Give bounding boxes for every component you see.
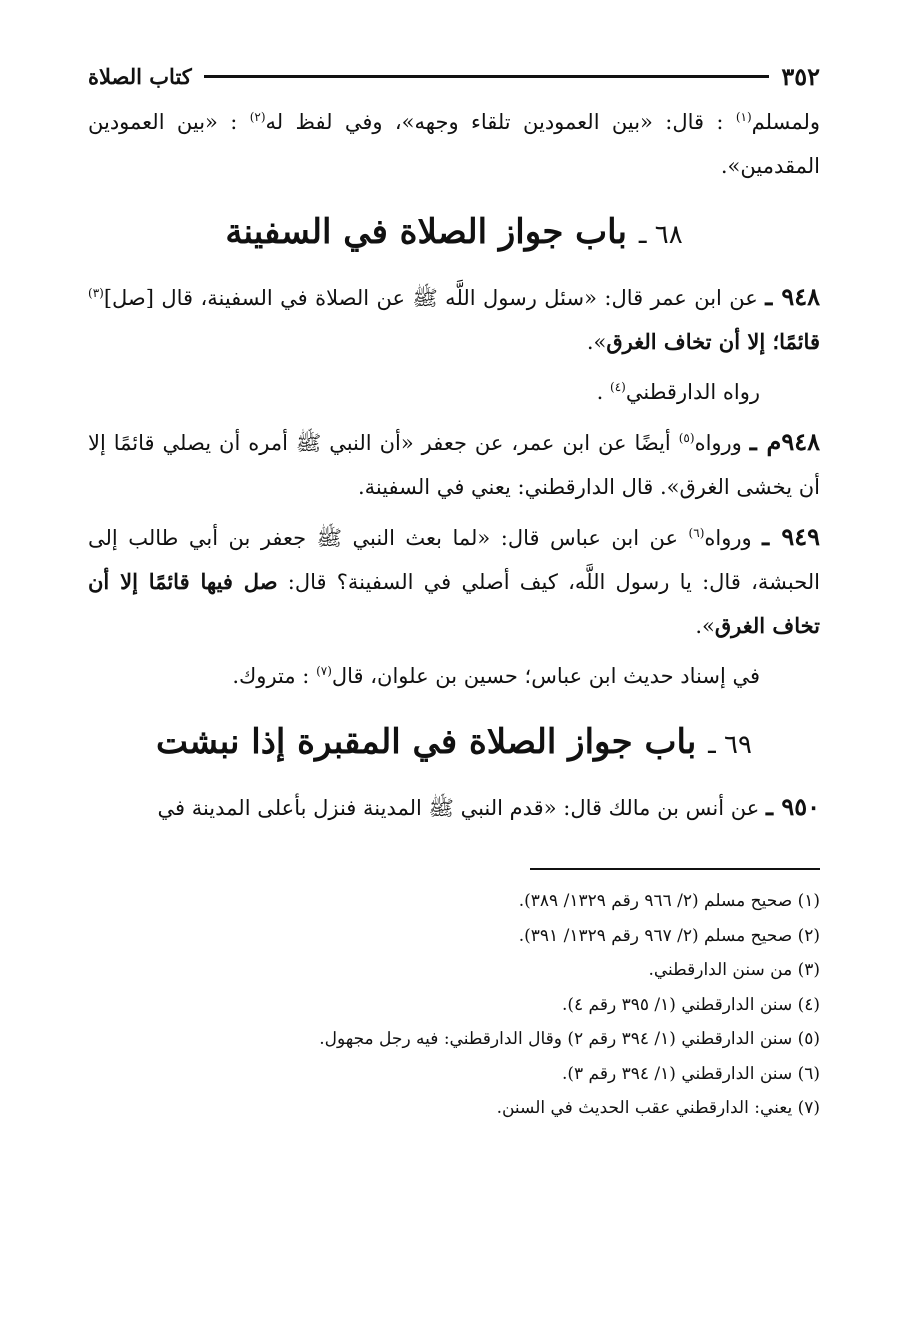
hadith-949 (88, 515, 820, 648)
footnote-item: (١) صحيح مسلم (٢/ ٩٦٦ رقم ١٣٢٩/ ٣٨٩). (518, 891, 820, 911)
continuation-text-2: : قال: «بين العمودين تلقاء وجهه»، وفي لفظ له (265, 110, 736, 134)
page-number: ٣٥٢ (781, 61, 820, 91)
hadith-number: ٩٤٨م ـ (749, 427, 820, 456)
hadith-948 (88, 275, 820, 364)
hadith-950 (88, 785, 820, 830)
hadith-number: ٩٥٠ ـ (765, 792, 820, 821)
footnote-item: (٦) سنن الدارقطني (١/ ٣٩٤ رقم ٣). (561, 1063, 820, 1084)
footnote-ref-1[interactable]: (١) (735, 110, 752, 124)
hadith-948m (88, 420, 820, 509)
footnote-ref-5[interactable]: (٥) (678, 431, 695, 445)
section-heading-68 (88, 202, 820, 265)
hadith-text: عن ابن عباس قال: «لما بعث النبي ﷺ جعفر بن أبي طالب إلى الحبشة، قال: يا رسول اللَّه، كيف أصلي في السفينة؟ قال: (88, 526, 820, 594)
continuation-paragraph (88, 100, 820, 188)
footnote-ref-3[interactable]: (٣) (88, 286, 104, 300)
source-text-end: . (596, 380, 611, 404)
running-header (88, 56, 820, 96)
footnote-ref-6[interactable]: (٦) (688, 526, 705, 540)
section-title: باب جواز الصلاة في المقبرة إذا نبشت (156, 722, 709, 762)
footnote-ref-4[interactable]: (٤) (610, 380, 626, 394)
section-number: ٦٩ ـ (708, 730, 752, 760)
note-text-end: : متروك. (232, 664, 317, 688)
footnote-item: (٧) يعني: الدارقطني عقب الحديث في السنن. (496, 1098, 820, 1118)
section-number: ٦٨ ـ (638, 220, 683, 250)
note-text: في إسناد حديث ابن عباس؛ حسين بن علوان، قال (331, 664, 760, 688)
footnote-item: (٤) سنن الدارقطني (١/ ٣٩٥ رقم ٤). (561, 994, 820, 1015)
hadith-949-note (88, 654, 820, 698)
footnote-item: (٥) سنن الدارقطني (١/ ٣٩٤ رقم ٢) وقال الدارقطني: فيه رجل مجهول. (319, 1029, 820, 1049)
hadith-text: ورواه (694, 431, 750, 455)
footnote-item: (٣) من سنن الدارقطني. (648, 960, 820, 980)
footnote-separator (530, 868, 820, 870)
hadith-number: ٩٤٨ ـ (765, 282, 821, 311)
hadith-number: ٩٤٩ ـ (762, 522, 820, 551)
footnote-item: (٢) صحيح مسلم (٢/ ٩٦٧ رقم ١٣٢٩/ ٣٩١). (518, 925, 820, 946)
hadith-948-source (88, 370, 820, 414)
chapter-title: كتاب الصلاة (88, 63, 192, 89)
footnote-ref-2[interactable]: (٢) (249, 110, 266, 124)
source-text: رواه الدارقطني (625, 380, 760, 404)
hadith-text: ». (586, 330, 607, 354)
hadith-emphasis: صل فيها قائمًا إلا أن تخاف الغرق (88, 569, 820, 638)
section-title: باب جواز الصلاة في السفينة (225, 212, 639, 252)
book-page (88, 56, 820, 1126)
hadith-text: ورواه (704, 526, 763, 550)
hadith-text: أيضًا عن ابن عمر، عن جعفر «أن النبي ﷺ أمره أن يصلي قائمًا إلا أن يخشى الغرق». قال الدارقطني: يعني في السفينة. (88, 431, 820, 499)
hadith-text: ». (695, 614, 715, 638)
footnote-ref-7[interactable]: (٧) (316, 664, 332, 678)
header-rule (204, 75, 770, 78)
section-heading-69 (88, 712, 820, 775)
continuation-text-1: ولمسلم (751, 110, 820, 134)
footnotes (88, 884, 820, 1126)
continuation-text-3: : «بين العمودين المقدمين». (88, 110, 820, 178)
hadith-emphasis: قائمًا؛ إلا أن تخاف الغرق (606, 329, 820, 354)
hadith-text: عن أنس بن مالك قال: «قدم النبي ﷺ المدينة فنزل بأعلى المدينة في (157, 796, 766, 820)
hadith-text: عن ابن عمر قال: «سئل رسول اللَّه ﷺ عن الصلاة في السفينة، قال [صل] (103, 286, 766, 310)
